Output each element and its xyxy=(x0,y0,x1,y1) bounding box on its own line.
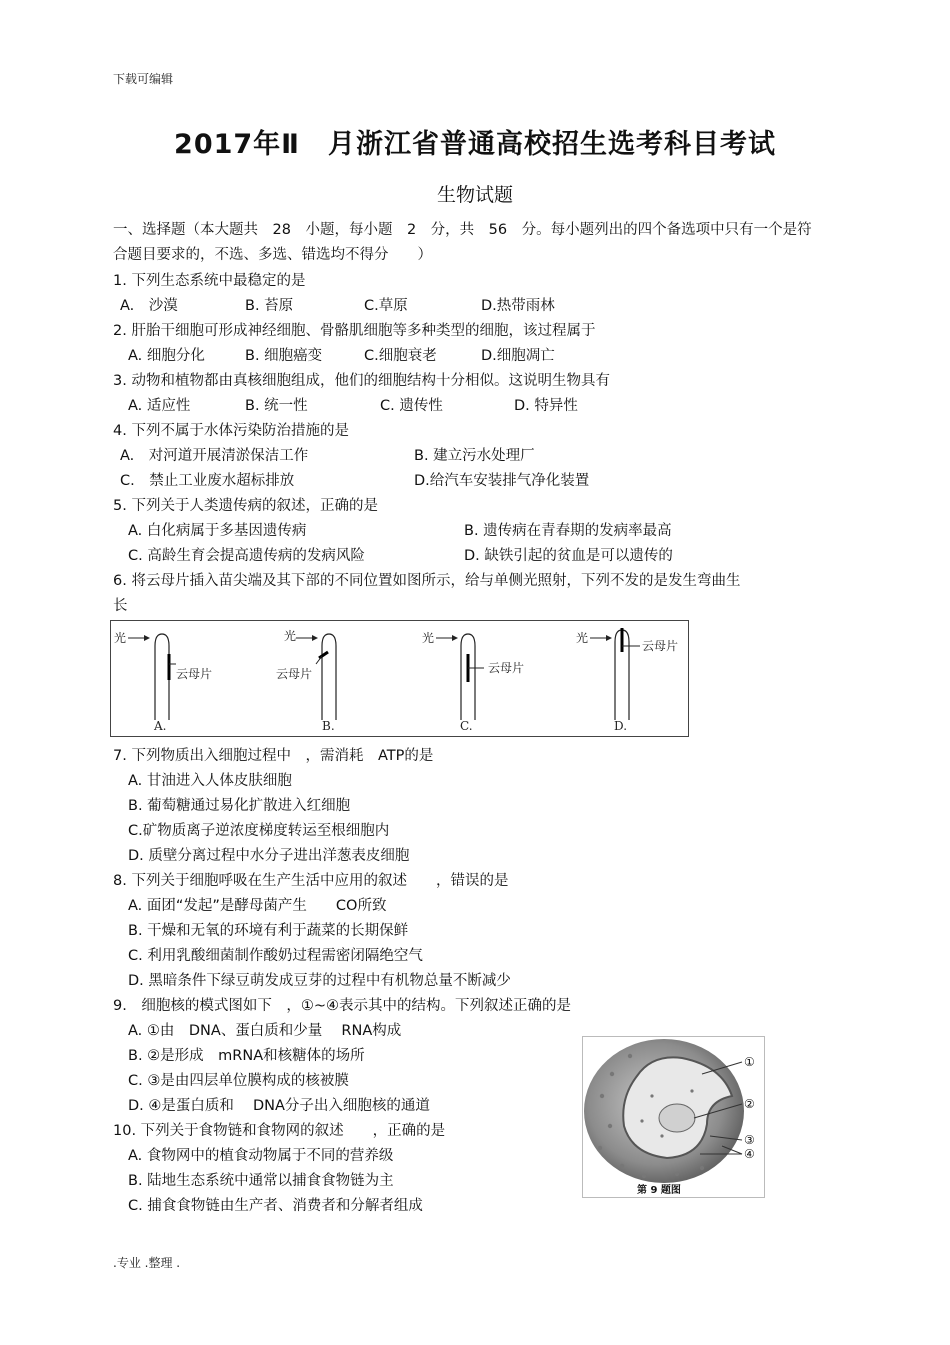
question-9-option-c: C. ③是由四层单位膜构成的核被膜 xyxy=(128,1073,349,1089)
seedling-b xyxy=(276,628,336,733)
question-6-figure xyxy=(110,620,690,737)
marker-1: ① xyxy=(744,1055,755,1069)
question-5-option-d: D. 缺铁引起的贫血是可以遗传的 xyxy=(464,548,673,564)
marker-4: ④ xyxy=(744,1147,755,1161)
seedling-c xyxy=(422,630,524,733)
question-8-option-b: B. 干燥和无氧的环境有利于蔬菜的长期保鲜 xyxy=(128,923,409,939)
option-label-d: D. xyxy=(614,719,628,733)
question-7-stem: 7. 下列物质出入细胞过程中 ，需消耗 ATP的是 xyxy=(113,748,434,764)
question-3-stem: 3. 动物和植物都由真核细胞组成，他们的细胞结构十分相似。这说明生物具有 xyxy=(113,373,610,389)
question-5-stem: 5. 下列关于人类遗传病的叙述，正确的是 xyxy=(113,498,378,514)
mica-label-c: 云母片 xyxy=(488,661,525,675)
question-1-option-d: D.热带雨林 xyxy=(481,298,555,314)
question-7-option-b: B. 葡萄糖通过易化扩散进入红细胞 xyxy=(128,798,351,814)
seedling-a xyxy=(114,630,212,733)
question-2-option-a: A. 细胞分化 xyxy=(128,348,205,364)
nucleus-diagram xyxy=(582,1036,765,1198)
question-2-option-b: B. 细胞癌变 xyxy=(245,348,323,364)
question-10-option-b: B. 陆地生态系统中通常以捕食食物链为主 xyxy=(128,1173,394,1189)
seedling-d xyxy=(576,628,678,733)
page-footer: .专业 .整理 . xyxy=(113,1256,181,1270)
mica-label-b: 云母片 xyxy=(276,667,313,681)
light-label-c: 光 xyxy=(422,631,435,645)
question-6-stem-continued: 长 xyxy=(113,598,128,614)
question-9-option-d: D. ④是蛋白质和 DNA分子出入细胞核的通道 xyxy=(128,1098,430,1114)
exam-title: 2017年Ⅱ 月浙江省普通高校招生选考科目考试 xyxy=(174,129,776,160)
exam-subtitle: 生物试题 xyxy=(436,184,513,206)
question-5-option-b: B. 遗传病在青春期的发病率最高 xyxy=(464,523,672,539)
option-label-c: C. xyxy=(460,719,473,733)
question-1-option-b: B. 苔原 xyxy=(245,298,294,314)
nucleolus-shape xyxy=(659,1104,695,1132)
option-label-a: A. xyxy=(154,719,167,733)
question-4-stem: 4. 下列不属于水体污染防治措施的是 xyxy=(113,423,349,439)
marker-2: ② xyxy=(744,1097,755,1111)
option-label-b: B. xyxy=(322,719,335,733)
question-8-option-c: C. 利用乳酸细菌制作酸奶过程需密闭隔绝空气 xyxy=(128,948,423,964)
figure-9-caption: 第 9 题图 xyxy=(637,1185,681,1196)
question-4-option-a: A. 对河道开展清淤保洁工作 xyxy=(120,448,309,464)
question-8-stem: 8. 下列关于细胞呼吸在生产生活中应用的叙述 ，错误的是 xyxy=(113,873,509,889)
question-2-stem: 2. 肝胎干细胞可形成神经细胞、骨骼肌细胞等多种类型的细胞，该过程属于 xyxy=(113,323,596,339)
light-label-d: 光 xyxy=(576,631,589,645)
question-9-figure xyxy=(582,1036,765,1198)
question-1-stem: 1. 下列生态系统中最稳定的是 xyxy=(113,273,306,289)
question-7-option-c: C.矿物质离子逆浓度梯度转运至根细胞内 xyxy=(128,823,390,839)
mica-label-d: 云母片 xyxy=(642,639,679,653)
question-6-stem: 6. 将云母片插入苗尖端及其下部的不同位置如图所示，给与单侧光照射，下列不发的是发生弯曲生 xyxy=(113,573,741,589)
coleoptile-diagram xyxy=(110,620,690,737)
question-3-option-d: D. 特异性 xyxy=(514,398,578,414)
question-9-option-b: B. ②是形成 mRNA和核糖体的场所 xyxy=(128,1048,365,1064)
mica-label-a: 云母片 xyxy=(176,667,213,681)
question-4-option-b: B. 建立污水处理厂 xyxy=(414,448,535,464)
question-8-option-d: D. 黑暗条件下绿豆萌发成豆芽的过程中有机物总量不断减少 xyxy=(128,973,511,989)
question-10-stem: 10. 下列关于食物链和食物网的叙述 ，正确的是 xyxy=(113,1123,446,1139)
light-label-b: 光 xyxy=(284,629,297,643)
light-label-a: 光 xyxy=(114,631,127,645)
question-1-option-a: A. 沙漠 xyxy=(120,298,178,314)
section-intro: 一、选择题（本大题共 28 小题，每小题 2 分，共 56 分。每小题列出的四个备选项中只有一个是符合题目要求的，不选、多选、错选均不得分 ） xyxy=(113,222,812,263)
question-4-option-d: D.给汽车安装排气净化装置 xyxy=(414,473,590,489)
question-3-option-b: B. 统一性 xyxy=(245,398,308,414)
question-3-option-c: C. 遗传性 xyxy=(380,398,443,414)
question-7-option-d: D. 质壁分离过程中水分子进出洋葱表皮细胞 xyxy=(128,848,410,864)
page-header: 下载可编辑 xyxy=(113,72,174,86)
question-5-option-c: C. 高龄生育会提高遗传病的发病风险 xyxy=(128,548,365,564)
question-9-option-a: A. ①由 DNA、蛋白质和少量 RNA构成 xyxy=(128,1023,402,1039)
question-7-option-a: A. 甘油进入人体皮肤细胞 xyxy=(128,773,292,789)
question-8-option-a: A. 面团“发起”是酵母菌产生 CO所致 xyxy=(128,898,387,914)
question-2-option-d: D.细胞凋亡 xyxy=(481,348,555,364)
question-3-option-a: A. 适应性 xyxy=(128,398,191,414)
question-2-option-c: C.细胞衰老 xyxy=(364,348,437,364)
question-5-option-a: A. 白化病属于多基因遗传病 xyxy=(128,523,307,539)
question-10-option-c: C. 捕食食物链由生产者、消费者和分解者组成 xyxy=(128,1198,423,1214)
marker-3: ③ xyxy=(744,1133,755,1147)
question-4-option-c: C. 禁止工业废水超标排放 xyxy=(120,473,295,489)
question-10-option-a: A. 食物网中的植食动物属于不同的营养级 xyxy=(128,1148,394,1164)
question-1-option-c: C.草原 xyxy=(364,298,408,314)
question-9-stem: 9. 细胞核的模式图如下 ，①~④表示其中的结构。下列叙述正确的是 xyxy=(113,998,571,1014)
